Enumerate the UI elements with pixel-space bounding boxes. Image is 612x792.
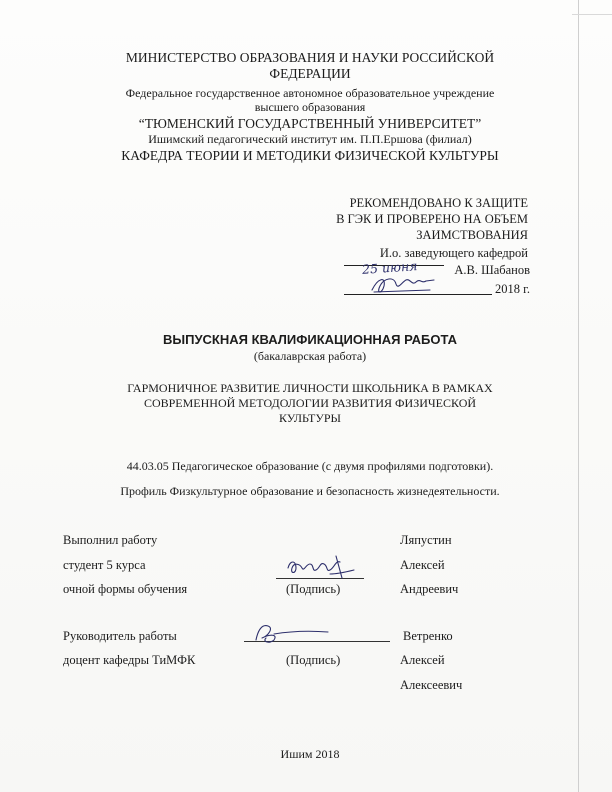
university-name: “ТЮМЕНСКИЙ ГОСУДАРСТВЕННЫЙ УНИВЕРСИТЕТ” <box>138 116 482 131</box>
approval-line-3: ЗАИМСТВОВАНИЯ <box>416 228 528 242</box>
author-label-2: студент 5 курса <box>63 558 146 572</box>
head-signature <box>368 272 438 298</box>
handwritten-date: 25 июня <box>361 258 418 277</box>
study-profile: Профиль Физкультурное образование и безопасность жизнедеятельности. <box>120 484 500 498</box>
author-first-name: Алексей <box>400 558 445 572</box>
author-signature <box>284 552 356 582</box>
supervisor-first-name: Алексей <box>400 653 445 667</box>
author-patronymic: Андреевич <box>400 582 459 596</box>
supervisor-label-1: Руководитель работы <box>63 629 177 643</box>
department-name: КАФЕДРА ТЕОРИИ И МЕТОДИКИ ФИЗИЧЕСКОЙ КУЛЬТУРЫ <box>121 148 499 163</box>
study-direction: 44.03.05 Педагогическое образование (с двумя профилями подготовки). <box>126 459 494 473</box>
head-of-department-title: И.о. заведующего кафедрой <box>379 246 528 260</box>
work-subtype: (бакалаврская работа) <box>253 349 367 363</box>
page-corner-mark <box>572 0 612 15</box>
author-signature-caption: (Подпись) <box>286 582 341 596</box>
author-label-1: Выполнил работу <box>63 533 158 547</box>
title-line-3: КУЛЬТУРЫ <box>279 411 341 425</box>
branch-name: Ишимский педагогический институт им. П.П.Ершова (филиал) <box>148 132 472 146</box>
supervisor-patronymic: Алексеевич <box>400 678 463 692</box>
institution-line-1: Федеральное государственное автономное образовательное учреждение <box>125 86 495 100</box>
supervisor-signature <box>250 620 332 646</box>
approval-line-2: В ГЭК И ПРОВЕРЕНО НА ОБЪЕМ <box>336 212 528 226</box>
ministry-line-2: ФЕДЕРАЦИИ <box>269 66 351 81</box>
head-name: А.В. Шабанов <box>454 263 530 277</box>
work-type: ВЫПУСКНАЯ КВАЛИФИКАЦИОННАЯ РАБОТА <box>162 332 457 347</box>
title-line-2: СОВРЕМЕННОЙ МЕТОДОЛОГИИ РАЗВИТИЯ ФИЗИЧЕСКОЙ <box>143 396 477 410</box>
institution-line-2: высшего образования <box>254 100 366 114</box>
author-last-name: Ляпустин <box>400 533 452 547</box>
supervisor-signature-caption: (Подпись) <box>286 653 341 667</box>
approval-year: 2018 г. <box>495 282 530 296</box>
city-year: Ишим 2018 <box>280 747 340 761</box>
supervisor-last-name: Ветренко <box>403 629 453 643</box>
author-label-3: очной формы обучения <box>63 582 188 596</box>
ministry-line-1: МИНИСТЕРСТВО ОБРАЗОВАНИЯ И НАУКИ РОССИЙСКОЙ <box>125 50 495 65</box>
supervisor-label-2: доцент кафедры ТиМФК <box>63 653 196 667</box>
title-line-1: ГАРМОНИЧНОЕ РАЗВИТИЕ ЛИЧНОСТИ ШКОЛЬНИКА В РАМКАХ <box>127 381 493 395</box>
approval-line-1: РЕКОМЕНДОВАНО К ЗАЩИТЕ <box>349 196 528 210</box>
